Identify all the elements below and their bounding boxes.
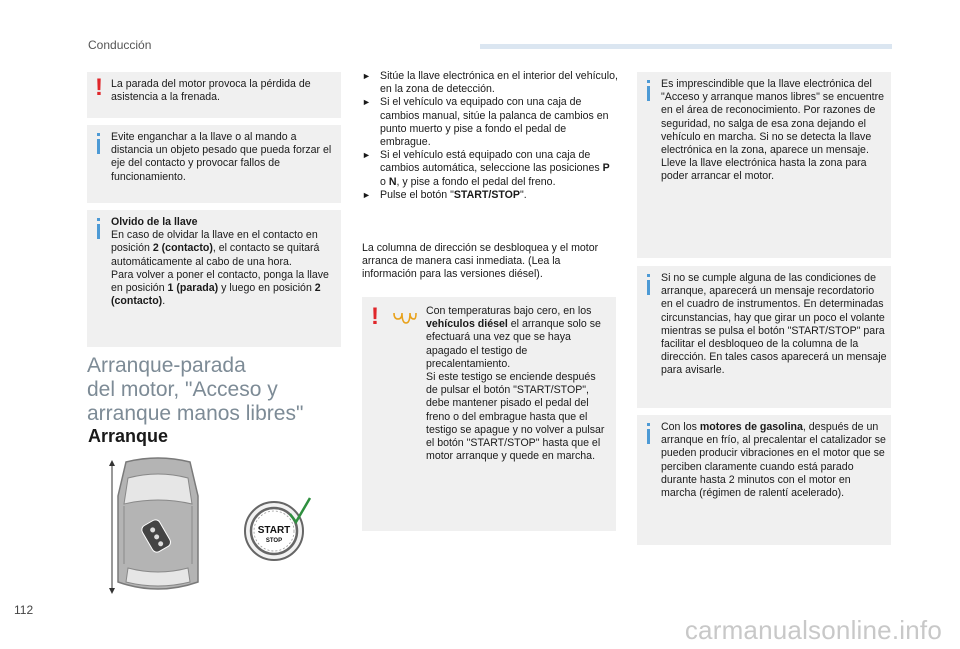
page-number: 112: [14, 603, 34, 617]
bullet-arrow-icon: ►: [362, 71, 371, 81]
bullet-arrow-icon: ►: [362, 189, 371, 200]
section-title: Arranque-parada del motor, "Acceso y arranque manos libres": [87, 354, 304, 425]
step-text: Pulse el botón "START/STOP".: [380, 188, 527, 201]
info-note-forgotten-key: [87, 210, 341, 347]
header-bar: [480, 44, 892, 49]
info-icon: [97, 133, 100, 136]
step-text: Sitúe la llave electrónica en el interior del vehículo, en la zona de detección.: [380, 70, 618, 96]
bullet-arrow-icon: ►: [362, 97, 371, 108]
watermark: carmanualsonline.info: [684, 615, 942, 645]
warning-exclamation-icon: !: [95, 74, 103, 101]
warning-exclamation-icon: !: [371, 303, 379, 330]
note-text: Si este testigo se enciende después de pulsar el botón "START/STOP", debe mantener pisado el pedal del freno o del embrague hasta que el testigo se apague y no volver a pulsar el botón "START/STOP" hasta que el motor arranque y quede en marcha.: [426, 371, 605, 463]
info-icon: [647, 274, 650, 277]
warning-note-diesel: [362, 297, 616, 531]
info-note-petrol: [637, 415, 891, 545]
warning-note-brake: [87, 72, 341, 118]
glow-plug-icon: [392, 311, 418, 325]
note-text: Con temperaturas bajo cero, en los vehículos diésel el arranque solo se efectuará una vez que se haya apagado el testigo de precalentamiento.: [426, 305, 601, 370]
info-note-start-conditions: [637, 266, 891, 408]
info-icon: [647, 423, 650, 426]
subsection-title: Arranque: [88, 426, 169, 446]
info-icon: [647, 80, 650, 83]
stop-label: STOP: [265, 538, 283, 544]
info-note-key-zone: [637, 72, 891, 258]
bullet-arrow-icon: ►: [362, 150, 371, 161]
car-key-illustration: [108, 456, 208, 596]
step-text: Si el vehículo va equipado con una caja de cambios manual, sitúe la palanca de cambios en punto muerto y pise a fondo el pedal de embrague.: [380, 96, 609, 149]
note-text: Si no se cumple alguna de las condiciones de arranque, aparecerá un mensaje recordatorio en el cuadro de instrumentos. En determinadas circunstancias, hay que girar un poco el volante mientras se pulsa el botón "START/STOP" para facilitar el desbloqueo de la columna de la dirección. En tales casos aparecerá un mensaje para avisarle.: [661, 272, 887, 377]
start-steps: [362, 70, 618, 202]
info-note-key-weight: [87, 125, 341, 203]
note-title: Olvido de la llave: [111, 216, 198, 228]
section-label: Conducción: [88, 38, 152, 52]
steering-paragraph: La columna de dirección se desbloquea y el motor arranca de manera casi inmediata. (Lea la información para las versiones diésel).: [362, 242, 599, 281]
step-text: Si el vehículo está equipado con una caja de cambios automática, seleccione las posiciones P o N, y pise a fondo el pedal del freno.: [380, 149, 610, 188]
note-text: La parada del motor provoca la pérdida de asistencia a la frenada.: [111, 78, 311, 104]
note-text: En caso de olvidar la llave en el contacto en posición 2 (contacto), el contacto se quitará automáticamente al cabo de una hora.: [111, 229, 320, 268]
start-label: START: [257, 525, 291, 536]
note-text: Para volver a poner el contacto, ponga la llave en posición 1 (parada) y luego en posición 2 (contacto).: [111, 268, 329, 308]
note-text: Es imprescindible que la llave electrónica del "Acceso y arranque manos libres" se encuentre en el área de reconocimiento. Por razones de seguridad, no salga de esa zona dejando el vehículo en marcha. Si no se detecta la llave electrónica en la zona, aparece un mensaje. Lleve la llave electrónica hasta la zona para poder arrancar el motor.: [661, 78, 885, 183]
start-stop-button-illustration: [234, 494, 314, 564]
note-text: Evite enganchar a la llave o al mando a distancia un objeto pesado que pueda forzar el eje del contacto y provocar fallos de funcionamiento.: [111, 131, 332, 183]
info-icon: [97, 218, 100, 221]
note-text: Con los motores de gasolina, después de un arranque en frío, al precalentar el catalizador se pueden producir vibraciones en el motor que se perciben claramente cuando está parado durante hasta 2 minutos con el motor en marcha (régimen de ralentí acelerado).: [661, 421, 886, 500]
